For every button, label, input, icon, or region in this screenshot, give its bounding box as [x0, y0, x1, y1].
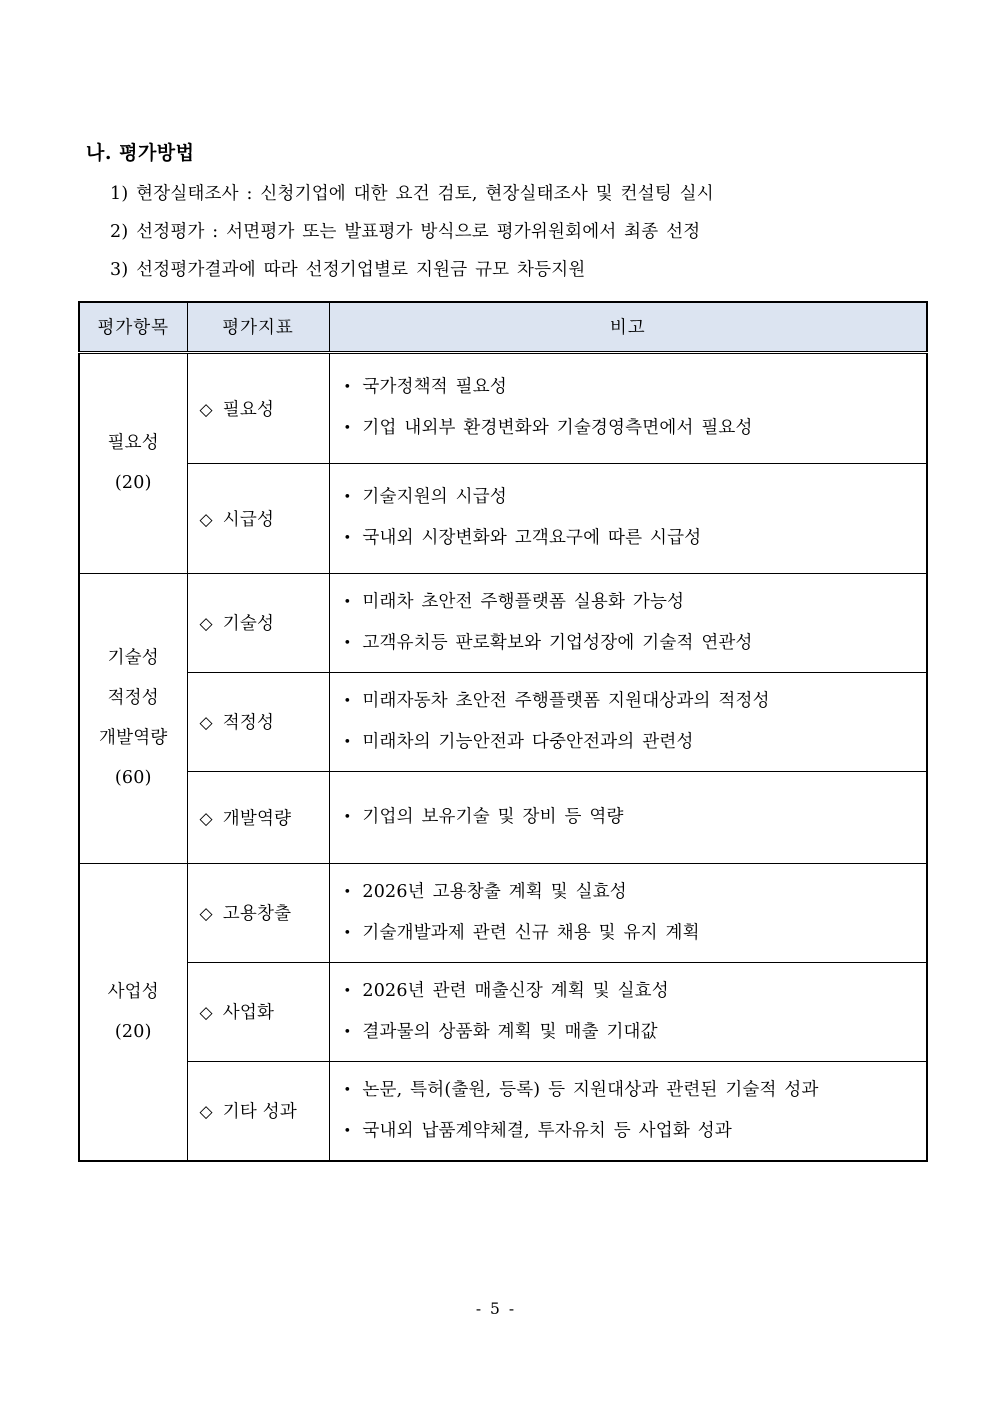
remarks-cell — [329, 1061, 927, 1161]
table-row — [79, 962, 927, 1061]
category-cell — [79, 573, 187, 863]
indicator-label: 기타 성과 — [222, 1102, 297, 1122]
bullet-icon: • — [343, 1123, 352, 1139]
diamond-icon: ◇ — [199, 509, 213, 530]
indicator-label: 시급성 — [222, 509, 275, 530]
bullet-icon: • — [343, 925, 352, 941]
remark-line — [344, 913, 921, 954]
remark-text: 2026년 관련 매출신장 계획 및 실효성 — [362, 980, 669, 1001]
table-row — [79, 863, 927, 962]
method-item-3: 3) 선정평가결과에 따라 선정기업별로 지원금 규모 차등지원 — [110, 260, 586, 280]
bullet-icon: • — [343, 983, 352, 999]
remark-line — [344, 408, 921, 449]
remark-line — [344, 971, 921, 1012]
remark-line — [344, 477, 921, 518]
indicator-label: 사업화 — [222, 1003, 275, 1023]
remarks-cell — [329, 463, 927, 573]
bullet-icon: • — [343, 884, 352, 900]
section-title: 나. 평가방법 — [86, 142, 195, 164]
indicator-cell — [187, 863, 329, 962]
remark-line — [344, 1070, 921, 1111]
evaluation-table-body — [79, 352, 927, 1161]
method-item-1: 1) 현장실태조사 : 신청기업에 대한 요건 검토, 현장실태조사 및 컨설팅 실시 — [110, 184, 714, 204]
remark-text: 고객유치등 판로확보와 기업성장에 기술적 연관성 — [362, 632, 753, 653]
remark-line — [344, 722, 921, 763]
header-cell-category: 평가항목 — [79, 302, 187, 352]
remark-text: 결과물의 상품화 계획 및 매출 기대값 — [362, 1021, 658, 1042]
bullet-icon: • — [343, 1024, 352, 1040]
indicator-label: 기술성 — [222, 614, 275, 634]
remark-text: 미래차 초안전 주행플랫폼 실용화 가능성 — [362, 591, 685, 612]
remark-text: 국가정책적 필요성 — [362, 377, 507, 397]
table-row — [79, 573, 927, 672]
category-cell — [79, 863, 187, 1161]
category-line: 개발역량 — [99, 728, 168, 748]
indicator-label: 개발역량 — [222, 808, 292, 829]
remark-text: 기술지원의 시급성 — [362, 487, 507, 507]
evaluation-table-header — [79, 302, 927, 352]
bullet-icon: • — [343, 635, 352, 651]
indicator-cell — [187, 573, 329, 672]
page-number: - 5 - — [475, 1300, 517, 1318]
remark-line — [344, 367, 921, 408]
category-cell — [79, 352, 187, 573]
indicator-cell — [187, 771, 329, 863]
indicator-cell — [187, 352, 329, 463]
indicator-cell — [187, 463, 329, 573]
bullet-icon: • — [343, 594, 352, 610]
bullet-icon: • — [343, 1082, 352, 1098]
indicator-cell — [187, 962, 329, 1061]
table-row — [79, 771, 927, 863]
bullet-icon: • — [343, 490, 352, 505]
remarks-cell — [329, 962, 927, 1061]
remark-text: 논문, 특허(출원, 등록) 등 지원대상과 관련된 기술적 성과 — [362, 1079, 819, 1100]
remark-text: 국내외 납품계약체결, 투자유치 등 사업화 성과 — [362, 1120, 732, 1141]
remark-line — [344, 797, 921, 838]
category-line: (60) — [114, 768, 152, 788]
remarks-cell — [329, 672, 927, 771]
remark-line — [344, 1111, 921, 1152]
remark-line — [344, 681, 921, 722]
remark-text: 국내외 시장변화와 고객요구에 따른 시급성 — [362, 528, 702, 548]
bullet-icon: • — [343, 380, 352, 395]
method-item-2: 2) 선정평가 : 서면평가 또는 발표평가 방식으로 평가위원회에서 최종 선정 — [110, 222, 701, 242]
remarks-cell — [329, 573, 927, 672]
indicator-cell — [187, 1061, 329, 1161]
table-row — [79, 352, 927, 463]
remark-text: 미래자동차 초안전 주행플랫폼 지원대상과의 적정성 — [362, 690, 770, 711]
indicator-label: 적정성 — [222, 713, 275, 733]
category-line: 기술성 — [107, 648, 159, 668]
remarks-cell — [329, 352, 927, 463]
category-line: (20) — [114, 473, 152, 493]
category-line: 적정성 — [107, 688, 159, 708]
remarks-cell — [329, 771, 927, 863]
remarks-cell — [329, 863, 927, 962]
diamond-icon: ◇ — [199, 614, 213, 634]
remark-line — [344, 1012, 921, 1053]
bullet-icon: • — [343, 693, 352, 709]
table-row — [79, 463, 927, 573]
remark-text: 2026년 고용창출 계획 및 실효성 — [362, 881, 627, 902]
method-list — [110, 175, 926, 289]
category-line: 사업성 — [107, 981, 159, 1002]
diamond-icon: ◇ — [199, 904, 213, 924]
bullet-icon: • — [343, 421, 352, 436]
remark-text: 기업 내외부 환경변화와 기술경영측면에서 필요성 — [362, 418, 753, 438]
diamond-icon: ◇ — [199, 399, 213, 420]
remark-line — [344, 582, 921, 623]
diamond-icon: ◇ — [199, 808, 213, 829]
remark-line — [344, 872, 921, 913]
bullet-icon: • — [343, 734, 352, 750]
diamond-icon: ◇ — [199, 713, 213, 733]
remark-text: 기업의 보유기술 및 장비 등 역량 — [362, 806, 624, 827]
category-line: 필요성 — [107, 433, 159, 453]
evaluation-table — [78, 301, 928, 1162]
indicator-label: 필요성 — [222, 399, 275, 420]
table-row — [79, 1061, 927, 1161]
remark-line — [344, 518, 921, 559]
table-row — [79, 672, 927, 771]
bullet-icon: • — [343, 809, 352, 825]
remark-text: 미래차의 기능안전과 다중안전과의 관련성 — [362, 731, 694, 752]
indicator-cell — [187, 672, 329, 771]
remark-line — [344, 623, 921, 664]
diamond-icon: ◇ — [199, 1102, 213, 1122]
header-cell-indicator: 평가지표 — [187, 302, 329, 352]
diamond-icon: ◇ — [199, 1003, 213, 1023]
remark-text: 기술개발과제 관련 신규 채용 및 유지 계획 — [362, 922, 700, 943]
header-cell-remarks: 비고 — [329, 302, 927, 352]
bullet-icon: • — [343, 531, 352, 546]
category-line: (20) — [114, 1021, 152, 1042]
header-row — [79, 302, 927, 352]
indicator-label: 고용창출 — [222, 904, 292, 924]
